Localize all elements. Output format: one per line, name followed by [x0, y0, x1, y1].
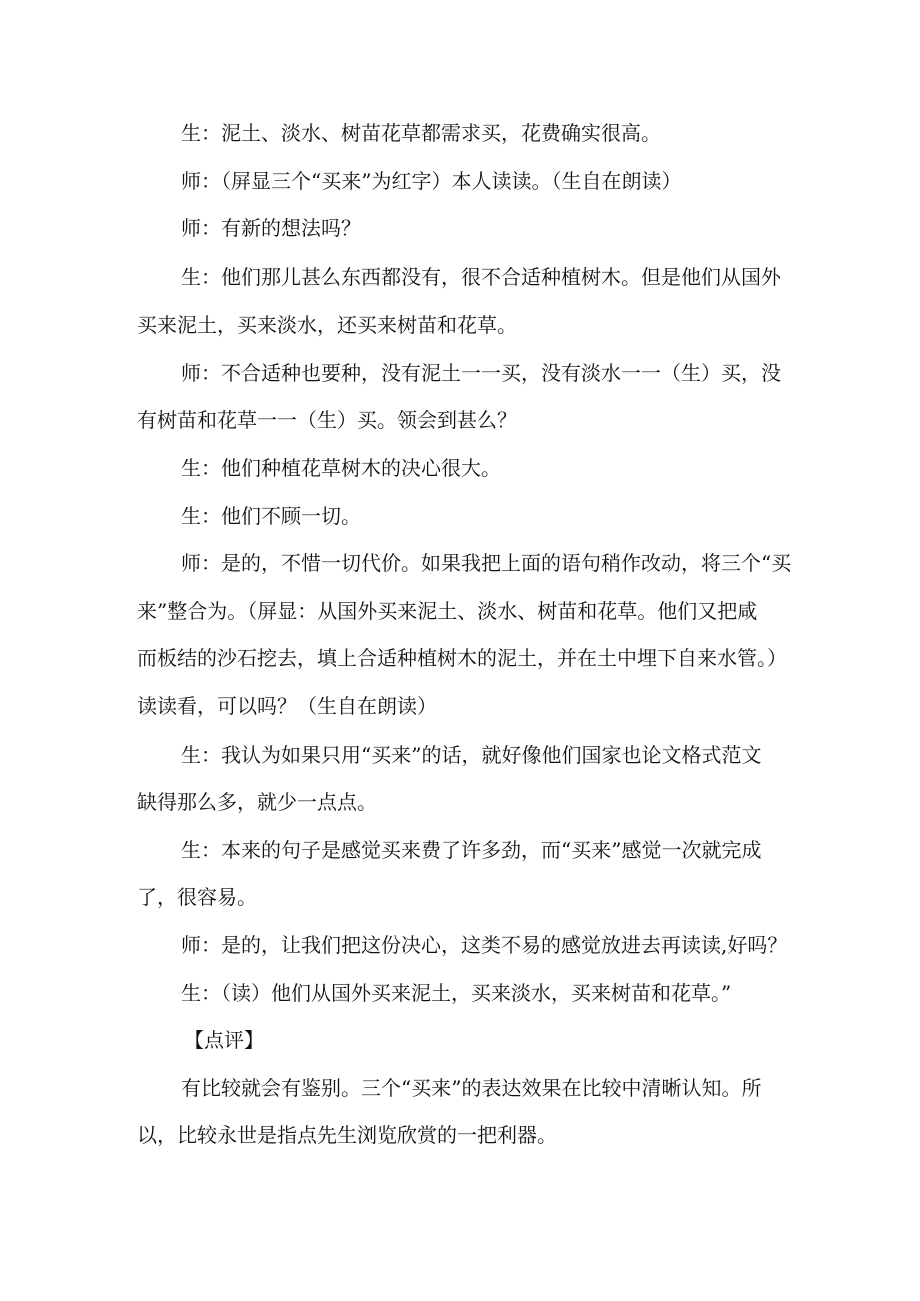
- text-line: 生：（读）他们从国外买来泥土，买来淡水，买来树苗和花草。”: [181, 981, 732, 1005]
- text-line: 生：泥土、淡水、树苗花草都需求买，花费确实很高。: [181, 121, 661, 145]
- text-line: 生：我认为如果只用“买来”的话，就好像他们国家也论文格式范文: [181, 743, 762, 767]
- section-heading: 【点评】: [184, 1028, 264, 1052]
- text-line: 缺得那么多，就少一点点。: [137, 790, 377, 814]
- text-line: 师：是的，不惜一切代价。如果我把上面的语句稍作改动，将三个“买: [181, 551, 792, 575]
- text-line: 师：是的，让我们把这份决心，这类不易的感觉放进去再读读,好吗？: [181, 933, 788, 957]
- text-line: 有树苗和花草一一（生）买。领会到甚么？: [137, 408, 517, 432]
- text-line: 以，比较永世是指点先生浏览欣赏的一把利器。: [137, 1123, 557, 1147]
- text-line: 师：有新的想法吗？: [181, 216, 361, 240]
- text-line: 师：（屏显三个“买来”为红字）本人读读。（生自在朗读）: [181, 169, 682, 193]
- text-line: 生：他们那儿甚么东西都没有，很不合适种植树木。但是他们从国外: [181, 265, 781, 289]
- text-line: 而板结的沙石挖去，填上合适种植树木的泥土，并在土中埋下自来水管。）: [137, 646, 787, 670]
- text-line: 买来泥土，买来淡水，还买来树苗和花草。: [137, 313, 517, 337]
- text-line: 了，很容易。: [137, 885, 257, 909]
- text-line: 生：本来的句子是感觉买来费了许多劲，而“买来”感觉一次就完成: [181, 838, 762, 862]
- text-line: 读读看，可以吗？（生自在朗读）: [137, 694, 437, 718]
- text-line: 师：不合适种也要种，没有泥土一一买，没有淡水一一（生）买，没: [181, 361, 781, 385]
- text-line: 来”整合为。（屏显：从国外买来泥土、淡水、树苗和花草。他们又把咸: [137, 599, 758, 623]
- text-line: 生：他们种植花草树木的决心很大。: [181, 456, 501, 480]
- text-line: 生：他们不顾一切。: [181, 504, 361, 528]
- text-line: 有比较就会有鉴别。三个“买来”的表达效果在比较中清晰认知。所: [181, 1076, 762, 1100]
